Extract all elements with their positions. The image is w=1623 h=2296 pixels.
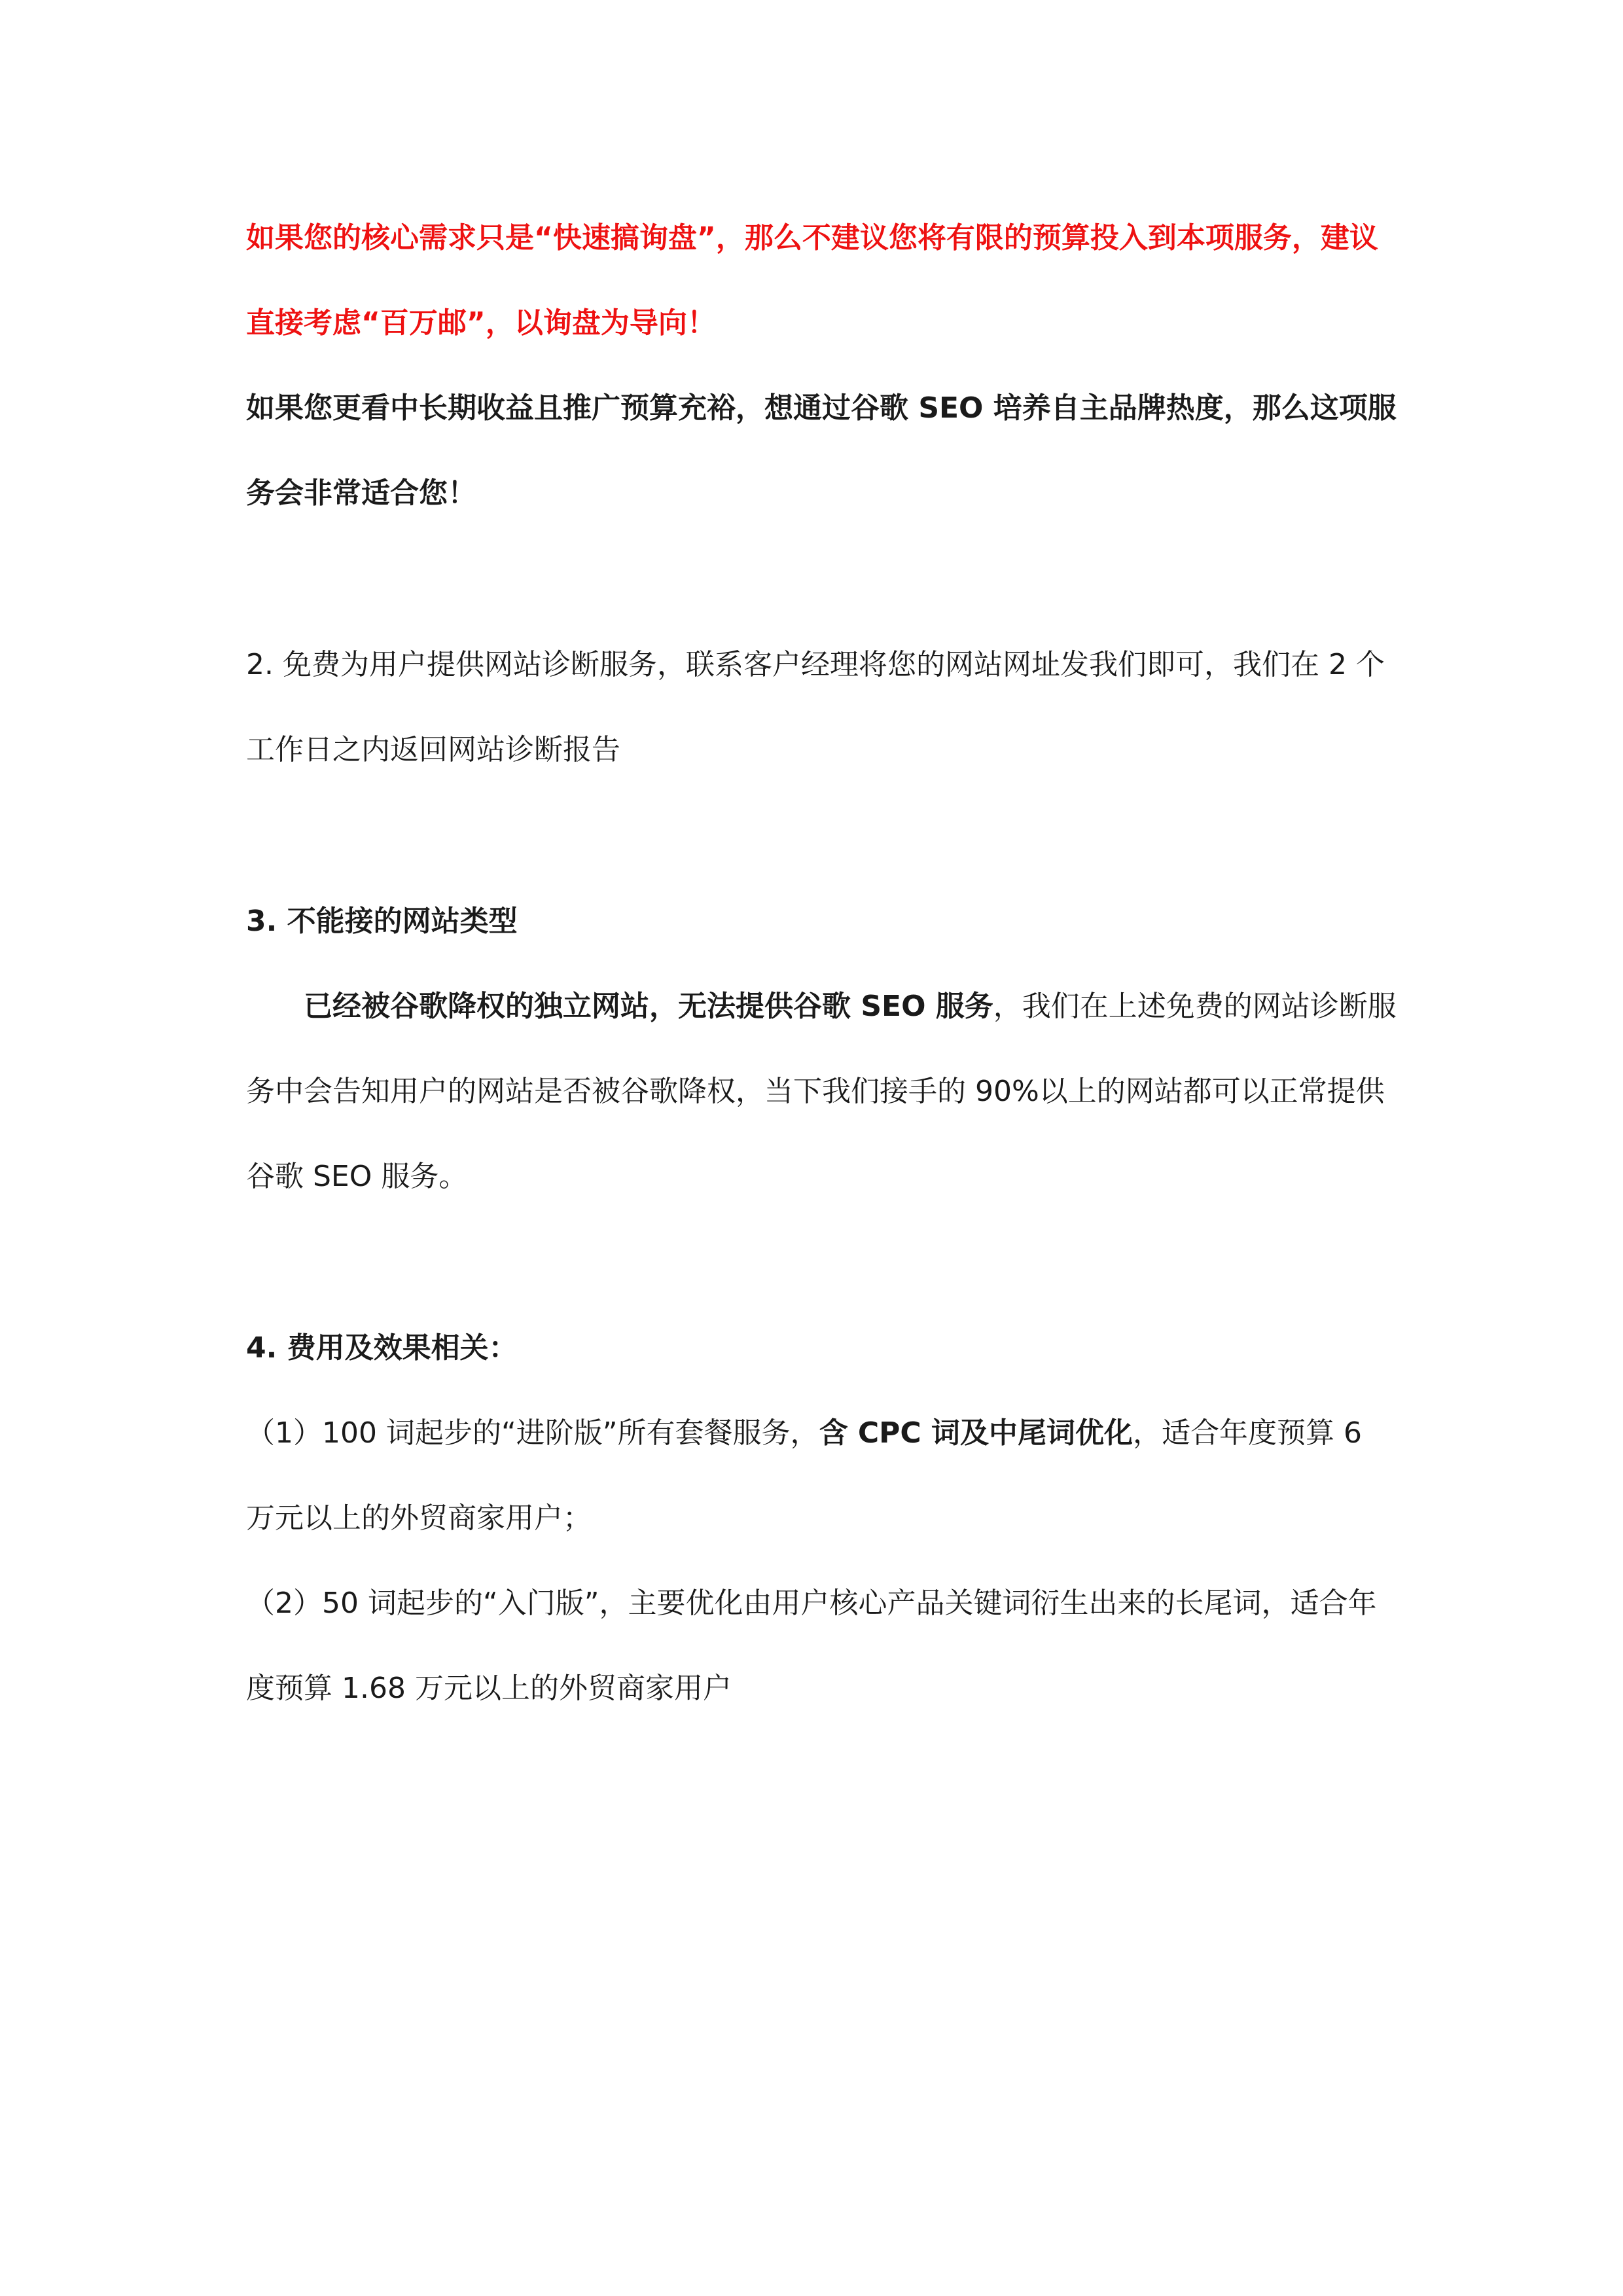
section3-line-2: 务中会告知用户的网站是否被谷歌降权，当下我们接手的 90%以上的网站都可以正常提供 — [246, 1075, 1385, 1108]
section3-line-1 — [304, 988, 1397, 1025]
section3-heading: 3. 不能接的网站类型 — [246, 905, 518, 938]
section2-line-2: 工作日之内返回网站诊断报告 — [246, 733, 620, 766]
section3-line-1-rest: ，我们在上述免费的网站诊断服 — [993, 990, 1397, 1023]
section4-item2-line-2: 度预算 1.68 万元以上的外贸商家用户 — [246, 1672, 732, 1705]
bold-notice-line-1: 如果您更看中长期收益且推广预算充裕，想通过谷歌 SEO 培养自主品牌热度，那么这项服 — [246, 391, 1397, 425]
section2-line-1: 2. 免费为用户提供网站诊断服务，联系客户经理将您的网站网址发我们即可，我们在 2 个 — [246, 648, 1385, 681]
section4-item1-post: ，适合年度预算 6 — [1133, 1416, 1363, 1450]
section4-heading: 4. 费用及效果相关： — [246, 1331, 518, 1365]
section4-item1-bold: 含 CPC 词及中尾词优化 — [819, 1416, 1133, 1450]
bold-notice-line-2: 务会非常适合您！ — [246, 476, 476, 510]
section4-item1-pre: （1）100 词起步的“进阶版”所有套餐服务， — [246, 1416, 819, 1450]
section3-line-1-bold: 已经被谷歌降权的独立网站，无法提供谷歌 SEO 服务 — [304, 990, 993, 1023]
red-notice-line-1: 如果您的核心需求只是“快速搞询盘”，那么不建议您将有限的预算投入到本项服务，建议 — [246, 221, 1378, 255]
red-notice-line-2: 直接考虑“百万邮”，以询盘为导向！ — [246, 306, 716, 340]
section4-item1-line-1 — [246, 1415, 1362, 1452]
section3-line-3: 谷歌 SEO 服务。 — [246, 1160, 468, 1193]
section4-item1-line-2: 万元以上的外贸商家用户； — [246, 1501, 592, 1535]
section4-item2-line-1: （2）50 词起步的“入门版”，主要优化由用户核心产品关键词衍生出来的长尾词，适合年 — [246, 1587, 1377, 1620]
